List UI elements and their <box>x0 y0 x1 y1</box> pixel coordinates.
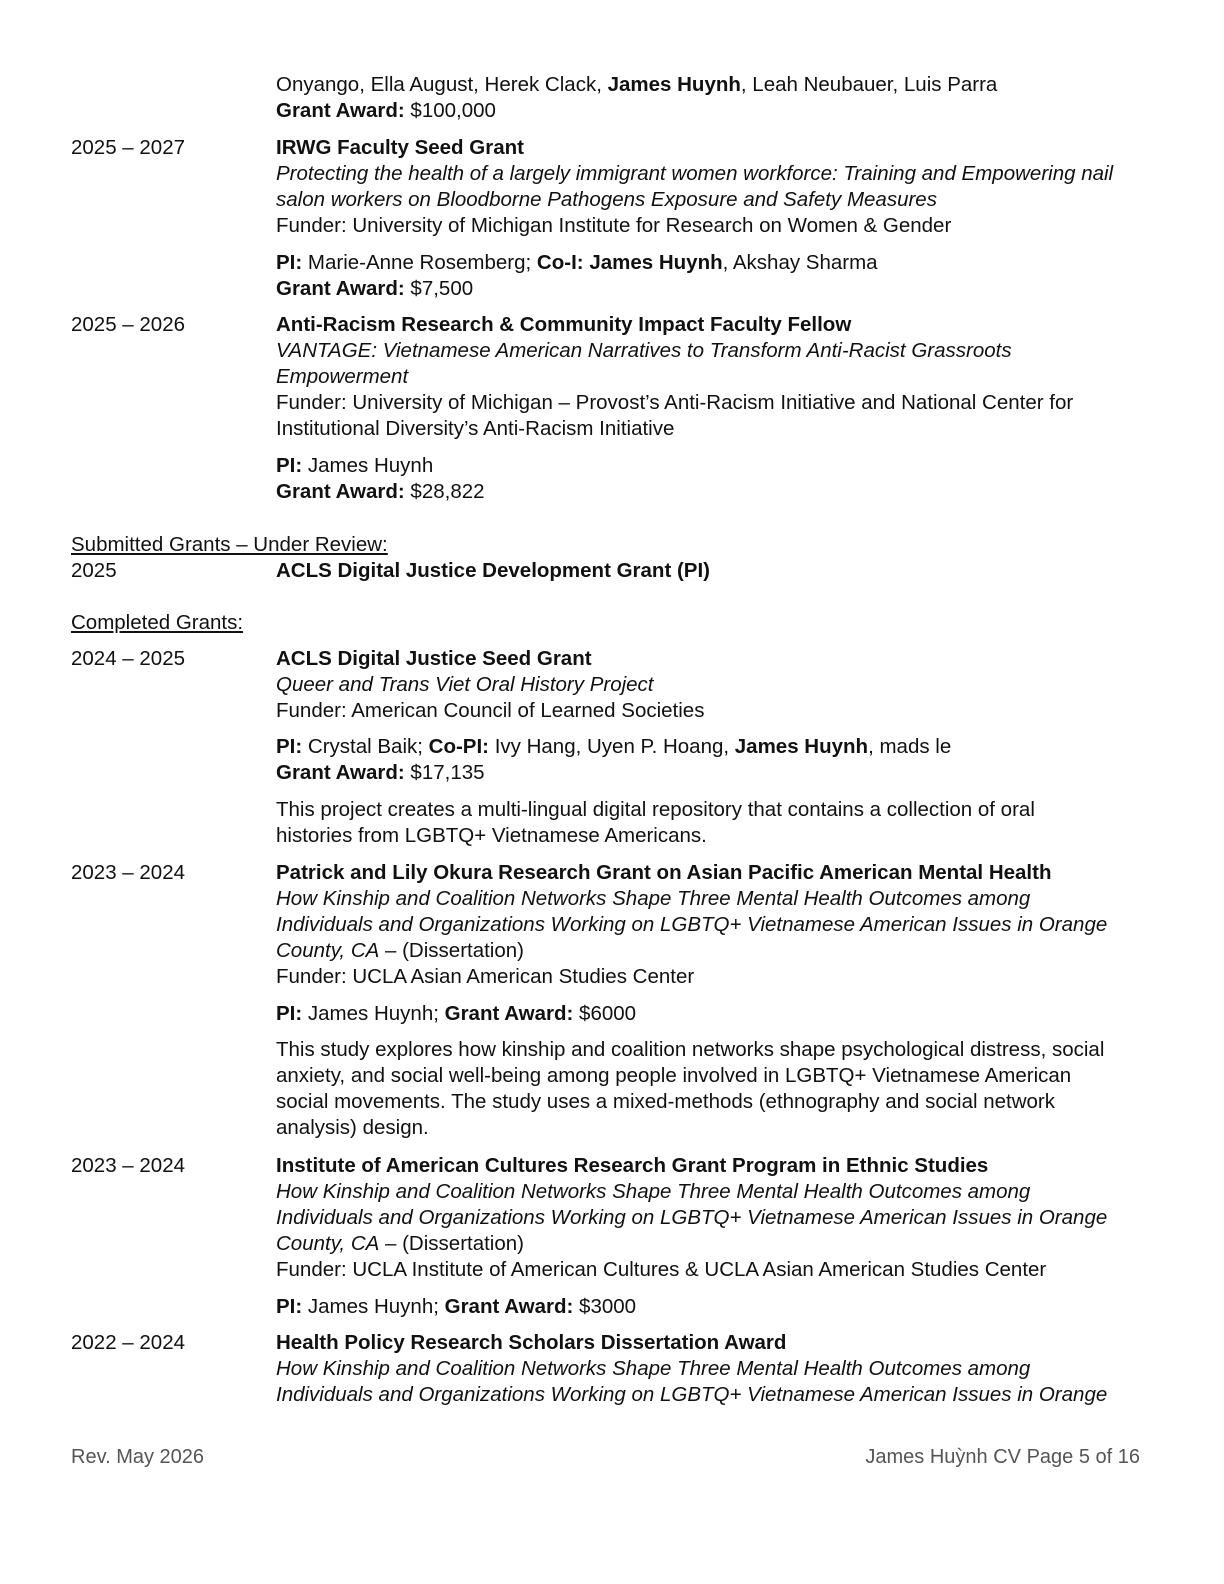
grant-title: Institute of American Cultures Research Grant Program in Ethnic Studies <box>276 1154 989 1177</box>
section-heading-submitted: Submitted Grants – Under Review: <box>71 533 388 556</box>
project-title-line: Individuals and Organizations Working on LGBTQ+ Vietnamese American Issues in Orange <box>276 1383 1108 1406</box>
description-line: This study explores how kinship and coalition networks shape psychological distress, social <box>276 1038 1105 1061</box>
project-title-line: How Kinship and Coalition Networks Shape Three Mental Health Outcomes among <box>276 1180 1031 1203</box>
funder-line: Funder: UCLA Institute of American Cultures & UCLA Asian American Studies Center <box>276 1258 1047 1281</box>
authors-text: Onyango, Ella August, Herek Clack, <box>276 73 608 96</box>
project-title-line: salon workers on Bloodborne Pathogens Exposure and Safety Measures <box>276 188 937 211</box>
grant-title: Health Policy Research Scholars Dissertation Award <box>276 1331 787 1354</box>
coi-highlight: James Huynh <box>589 251 723 274</box>
project-location: County, CA <box>276 939 380 962</box>
project-title-line: How Kinship and Coalition Networks Shape Three Mental Health Outcomes among <box>276 1357 1031 1380</box>
grant-dates: 2023 – 2024 <box>71 1154 186 1177</box>
author-highlight: James Huynh <box>607 73 741 96</box>
project-note: – (Dissertation) <box>379 939 524 962</box>
coi-label: Co-I: <box>536 251 584 274</box>
funder-line: Funder: American Council of Learned Societies <box>276 699 705 722</box>
description-line: analysis) design. <box>276 1116 429 1139</box>
project-title-line <box>276 1231 524 1257</box>
copi-value-rest: , mads le <box>868 735 952 758</box>
pi-value: Crystal Baik; <box>302 735 429 758</box>
pi-value: James Huynh; <box>302 1295 445 1318</box>
description-line: anxiety, and social well-being among people involved in LGBTQ+ Vietnamese American <box>276 1064 1072 1087</box>
funder-line: Funder: University of Michigan – Provost’s Anti-Racism Initiative and National Center for <box>276 391 1074 414</box>
pi-value: James Huynh; <box>302 1002 445 1025</box>
copi-label: Co-PI: <box>428 735 490 758</box>
pi-line <box>276 734 951 760</box>
pi-value: James Huynh <box>302 454 434 477</box>
copi-value: Ivy Hang, Uyen P. Hoang, <box>489 735 735 758</box>
award-label: Grant Award: <box>444 1002 574 1025</box>
funder-line: Funder: University of Michigan Institute for Research on Women & Gender <box>276 214 952 237</box>
grant-award-line <box>276 98 496 124</box>
pi-line <box>276 250 878 276</box>
grant-award-line <box>276 479 485 505</box>
copi-highlight: James Huynh <box>734 735 869 758</box>
grant-dates: 2025 – 2027 <box>71 136 186 159</box>
footer-page-number: James Huỳnh CV Page 5 of 16 <box>865 1446 1140 1468</box>
description-line: histories from LGBTQ+ Vietnamese Americans. <box>276 824 707 847</box>
pi-value: Marie-Anne Rosemberg; <box>302 251 537 274</box>
project-title-line: Empowerment <box>276 365 409 388</box>
grant-dates: 2025 – 2026 <box>71 313 186 336</box>
pi-label: PI: <box>276 454 303 477</box>
grant-title: IRWG Faculty Seed Grant <box>276 136 524 159</box>
grant-title: ACLS Digital Justice Development Grant (PI) <box>276 559 710 582</box>
award-value: $7,500 <box>404 277 474 300</box>
grant-title: Patrick and Lily Okura Research Grant on Asian Pacific American Mental Health <box>276 861 1052 884</box>
grant-award-line <box>276 760 485 786</box>
award-label: Grant Award: <box>276 480 405 503</box>
description-line: This project creates a multi-lingual digital repository that contains a collection of oral <box>276 798 1035 821</box>
pi-label: PI: <box>276 1295 303 1318</box>
award-value: $3000 <box>573 1295 637 1318</box>
pi-line <box>276 453 433 479</box>
grant-award-line <box>276 276 473 302</box>
project-title-line: Queer and Trans Viet Oral History Project <box>276 673 654 696</box>
award-value: $6000 <box>573 1002 637 1025</box>
grant-dates: 2024 – 2025 <box>71 647 186 670</box>
award-value: $17,135 <box>404 761 485 784</box>
authors-text-rest: , Leah Neubauer, Luis Parra <box>740 73 998 96</box>
project-location: County, CA <box>276 1232 380 1255</box>
section-heading-completed: Completed Grants: <box>71 611 244 634</box>
award-label: Grant Award: <box>444 1295 574 1318</box>
award-label: Grant Award: <box>276 99 405 122</box>
pi-line <box>276 1294 636 1320</box>
authors-line <box>276 72 997 98</box>
project-title-line: How Kinship and Coalition Networks Shape Three Mental Health Outcomes among <box>276 887 1031 910</box>
coi-value: , Akshay Sharma <box>722 251 878 274</box>
grant-title: Anti-Racism Research & Community Impact Faculty Fellow <box>276 313 852 336</box>
funder-line: Funder: UCLA Asian American Studies Center <box>276 965 695 988</box>
grant-title: ACLS Digital Justice Seed Grant <box>276 647 592 670</box>
footer-revision: Rev. May 2026 <box>71 1446 205 1468</box>
pi-label: PI: <box>276 1002 303 1025</box>
funder-line: Institutional Diversity’s Anti-Racism Initiative <box>276 417 675 440</box>
project-title-line <box>276 938 524 964</box>
project-title-line: VANTAGE: Vietnamese American Narratives to Transform Anti-Racist Grassroots <box>276 339 1012 362</box>
project-title-line: Individuals and Organizations Working on LGBTQ+ Vietnamese American Issues in Orange <box>276 1206 1108 1229</box>
project-title-line: Individuals and Organizations Working on LGBTQ+ Vietnamese American Issues in Orange <box>276 913 1108 936</box>
award-label: Grant Award: <box>276 277 405 300</box>
pi-line <box>276 1001 636 1027</box>
description-line: social movements. The study uses a mixed-methods (ethnography and social network <box>276 1090 1056 1113</box>
award-value: $28,822 <box>404 480 485 503</box>
award-label: Grant Award: <box>276 761 405 784</box>
award-value: $100,000 <box>404 99 496 122</box>
project-title-line: Protecting the health of a largely immigrant women workforce: Training and Empowering nail <box>276 162 1114 185</box>
pi-label: PI: <box>276 251 303 274</box>
grant-dates: 2025 <box>71 559 117 582</box>
grant-dates: 2022 – 2024 <box>71 1331 186 1354</box>
grant-dates: 2023 – 2024 <box>71 861 186 884</box>
pi-label: PI: <box>276 735 303 758</box>
project-note: – (Dissertation) <box>379 1232 524 1255</box>
